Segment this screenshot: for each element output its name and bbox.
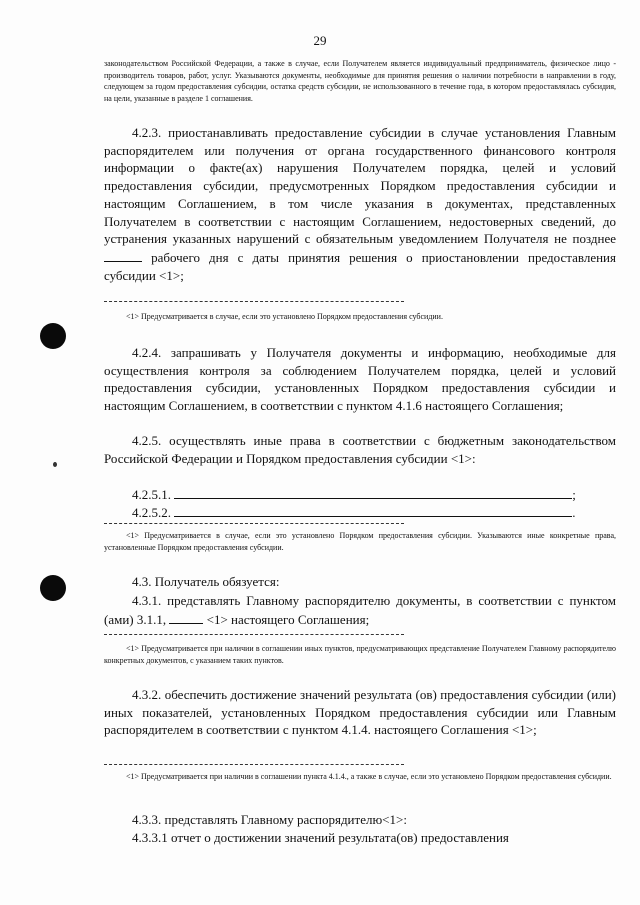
- paragraph-4-3-1: [104, 592, 616, 628]
- footnote-separator: [104, 301, 404, 302]
- paragraph-4-3-2: 4.3.2. обеспечить достижение значений результата (ов) предоставления субсидии (или) иных показателей, установленных Порядком предоставления субсидии или Главным распорядителем в соответствии с пунктом 4.1.4. настоящего Соглашения <1>;: [104, 687, 616, 738]
- item-4-2-5-2-label: 4.2.5.2.: [132, 505, 171, 520]
- blank-clause-field: [169, 610, 203, 624]
- footnote-4-3-2: <1> Предусматривается при наличии в соглашении пункта 4.1.4., а также в случае, если это установлено Порядком предоставления субсидии.: [126, 772, 612, 781]
- item-4-2-5-1-end: ;: [572, 487, 576, 502]
- footnote-4-2-5: <1> Предусматривается в случае, если это установлено Порядком предоставления субсидии. Указываются иные конкретные права, установленные Порядком предоставления субсидии.: [104, 531, 616, 552]
- paragraph-4-2-4: 4.2.4. запрашивать у Получателя документы и информацию, необходимые для осуществления контроля за соблюдением Получателем порядка, целей и условий предоставления субсидии, установленных Порядком предоставления субсидии и настоящим Соглашением, в соответствии с пунктом 4.1.6 настоящего Соглашения;: [104, 345, 616, 414]
- item-4-2-5-2-blank: [174, 503, 572, 517]
- paragraph-4-2-3: [104, 124, 616, 284]
- item-4-2-5-1-label: 4.2.5.1.: [132, 487, 171, 502]
- item-4-2-5-1-blank: [174, 485, 572, 499]
- footnote-continuation: законодательством Российской Федерации, а также в случае, если Получателем является индивидуальный предприниматель, физическое лицо - производитель товаров, работ, услуг. Указываются документы, необходимые для принятия решения о наличии потребности в направлении в году, следующем за годом предоставления субсидии, остатка средств субсидии, не использованного в течение года, в котором предоставлялась субсидия, на цели, указанные в разделе 1 соглашения.: [104, 59, 616, 103]
- footnote-separator: [104, 764, 404, 765]
- paragraph-4-2-3-text: 4.2.3. приостанавливать предоставление субсидии в случае установления Главным распорядителем или получения от органа государственного финансового контроля информации о факте(ах) нарушения Получателем порядка, целей и условий предоставления субсидии, предусмотренных Порядком предоставления субсидии и настоящим Соглашением, в том числе указания в документах, представленных Получателем в соответствии с настоящим Соглашением, недостоверных сведений, до устранения указанных нарушений с обязательным уведомлением Получателя не позднее: [104, 125, 616, 247]
- paragraph-4-2-5: 4.2.5. осуществлять иные права в соответствии с бюджетным законодательством Российской Федерации и Порядком предоставления субсидии <1>:: [104, 433, 616, 466]
- page-number: 29: [313, 33, 327, 48]
- footnote-4-3-1: <1> Предусматривается при наличии в соглашении иных пунктов, предусматривающих представление Получателем Главному распорядителю конкретных документов, с указанием таких пунктов.: [104, 644, 616, 665]
- item-4-2-5-2: [104, 503, 616, 522]
- paragraph-4-3-1-end: <1> настоящего Соглашения;: [206, 611, 370, 627]
- punch-hole-top: [40, 323, 66, 349]
- paragraph-4-3-3-1: 4.3.3.1 отчет о достижении значений результата(ов) предоставления: [132, 830, 509, 845]
- footnote-separator: [104, 634, 404, 635]
- paragraph-4-2-3-tail: рабочего дня с даты принятия решения о приостановлении предоставления субсидии <1>;: [104, 249, 616, 283]
- item-4-2-5-2-end: .: [572, 505, 576, 520]
- footnote-separator: [104, 523, 404, 524]
- punch-hole-bottom: [40, 575, 66, 601]
- scan-speck: [53, 462, 57, 467]
- paragraph-4-3: 4.3. Получатель обязуется:: [132, 574, 280, 589]
- item-4-2-5-1: [104, 485, 616, 504]
- footnote-4-2-3: <1> Предусматривается в случае, если это установлено Порядком предоставления субсидии.: [126, 312, 443, 321]
- paragraph-4-3-3: 4.3.3. представлять Главному распорядителю<1>:: [132, 812, 407, 827]
- paragraph-4-3-1-text: 4.3.1. представлять Главному распорядителю документы, в соответствии с пунктом (ами) 3.1.1,: [104, 593, 616, 627]
- blank-days-field: [104, 248, 142, 262]
